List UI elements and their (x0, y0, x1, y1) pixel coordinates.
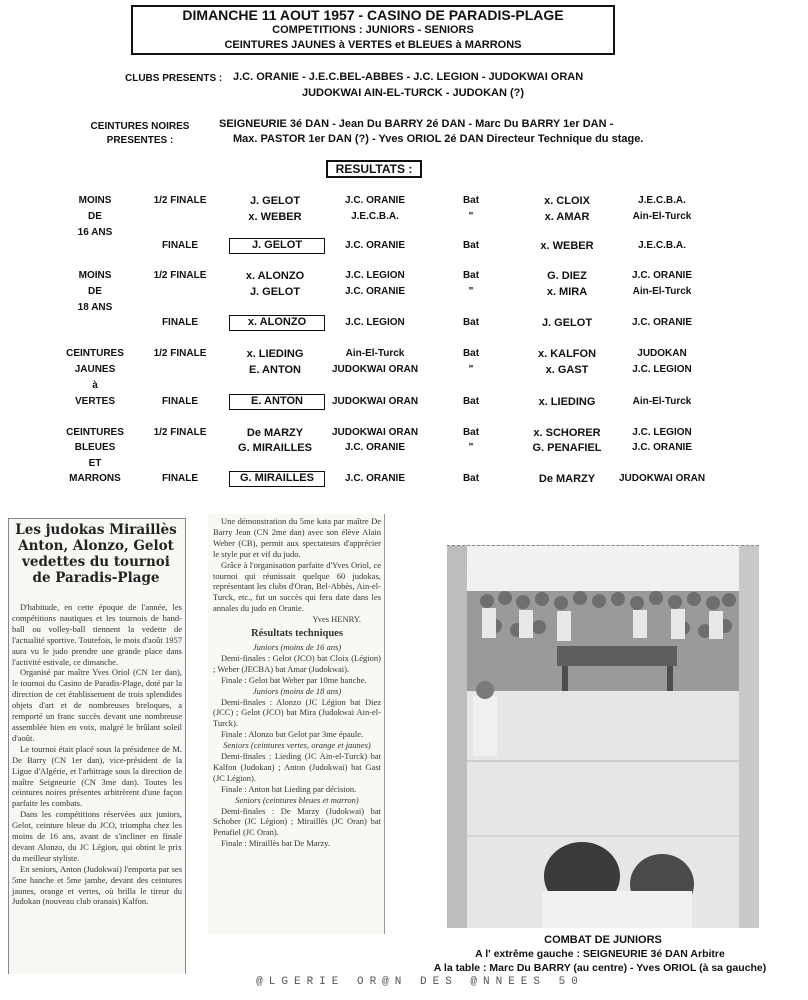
results-paragraph: Finale : Miraillès bat De Marzy. (221, 838, 330, 849)
loser-club: J.E.C.B.A. (638, 195, 686, 206)
article-paragraph: D'habitude, en cette époque de l'année, les compétitions nautiques et les tournois de hand-ball ou volley-ball tiennent la vedette de l'actualité sportive. Toutefois, le mois d'août 1957 aura vu le judo prendre une grande place dans l'activité estivale, ce dimanche. (12, 602, 182, 667)
clubs-line-2: JUDOKWAI AIN-EL-TURCK - JUDOKAN (?) (302, 87, 525, 99)
results-paragraph: Demi-finales : De Marzy (Judokwai) bat Schober (JC Légion) ; Miraillès (JC Oran) bat Penafiel (JC Oran). (213, 805, 381, 838)
results-paragraph: Finale : Gelot bat Weber par 10me hanche. (221, 674, 367, 685)
black-belts-label-line-1: CEINTURES NOIRES (90, 121, 190, 132)
bat-label: " (468, 442, 474, 453)
black-belts-line-2: Max. PASTOR 1er DAN (?) - Yves ORIOL 2é DAN Directeur Technique du stage. (233, 133, 644, 145)
header-title: DIMANCHE 11 AOUT 1957 - CASINO DE PARADIS-PLAGE (182, 7, 564, 23)
winner-club: JUDOKWAI ORAN (331, 396, 419, 407)
article-paragraph: Le tournoi était placé sous la présidence de M. De Barry (CN 1er dan), vice-président de la Ligue d'Algérie, et l'arbitrage sous la direction de maître Seigneurie (CN 3me dan). Toutes les ceintures noires présentes arbitrèrent d'une façon parfaite les combats. (12, 743, 182, 809)
winner-name: E. ANTON (229, 394, 325, 410)
winner-club: JUDOKWAI ORAN (331, 364, 419, 375)
loser-club: J.E.C.B.A. (638, 240, 686, 251)
bat-label: Bat (462, 195, 480, 206)
winner-name: G. MIRAILLES (238, 442, 312, 454)
results-paragraph: Finale : Alonzo bat Gelot par 3me épaule. (221, 729, 364, 740)
category-label: CEINTURES (66, 427, 124, 438)
winner-club: Ain-El-Turck (345, 348, 405, 359)
bat-label: Bat (462, 240, 480, 251)
winner-name: x. ALONZO (229, 315, 325, 331)
loser-club: J.C. ORANIE (631, 442, 692, 453)
round-label: FINALE (161, 473, 199, 484)
category-label: MARRONS (69, 473, 121, 484)
results-paragraph: Demi-finales : Alonzo (JC Légion bat Diez (JCC) ; Gelot (JCO) bat Mira (Judokwai Ain-el-Turck). (213, 696, 381, 729)
bat-label: Bat (462, 473, 480, 484)
header-box (131, 5, 615, 55)
loser-name: De MARZY (538, 473, 596, 485)
loser-club: J.C. LEGION (632, 427, 692, 438)
winner-club: J.C. ORANIE (344, 240, 405, 251)
loser-club: J.C. ORANIE (631, 317, 692, 328)
results-category-heading: Juniors (moins de 16 ans) (252, 641, 342, 652)
loser-name: x. LIEDING (538, 396, 596, 408)
category-label: MOINS (78, 270, 112, 281)
category-label: CEINTURES (66, 348, 124, 359)
loser-club: Ain-El-Turck (632, 211, 692, 222)
winner-club: J.C. LEGION (345, 317, 405, 328)
clubs-label: CLUBS PRESENTS : (125, 73, 223, 84)
loser-name: G. DIEZ (547, 270, 587, 282)
photo-caption-title: COMBAT DE JUNIORS (544, 934, 662, 946)
article-paragraph: En seniors, Anton (Judokwai) l'emporta par ses 5me hanche et 5me jambe, devant des ceintures jaunes, orange et vertes, où brilla le tireur du Judokan (nouveau club oranais) Kalfon. (12, 863, 182, 907)
article-paragraph: Dans les compétitions réservées aux juniors, Gelot, ceinture bleue du JCO, triompha chez les moins de 16 ans, avant de s'incliner en finale devant Alonzo, du JC Légion, qui obtint le prix du meilleur styliste. (12, 809, 182, 863)
loser-name: x. CLOIX (544, 195, 590, 207)
loser-name: x. AMAR (544, 211, 590, 223)
loser-name: x. WEBER (540, 240, 594, 252)
header-belts: CEINTURES JAUNES à VERTES et BLEUES à MARRONS (224, 39, 522, 51)
round-label: FINALE (161, 317, 199, 328)
loser-club: Ain-El-Turck (632, 396, 692, 407)
loser-club: JUDOKAN (637, 348, 687, 359)
round-label: 1/2 FINALE (153, 348, 207, 359)
loser-name: x. SCHORER (533, 427, 601, 439)
loser-name: x. MIRA (546, 286, 588, 298)
photo-caption-line-1: A l' extrême gauche : SEIGNEURIE 3é DAN Arbitre (475, 948, 725, 960)
winner-name: x. ALONZO (245, 270, 305, 282)
winner-name: J. GELOT (249, 195, 301, 207)
winner-name: x. LIEDING (246, 348, 304, 360)
article-paragraph: Organisé par maître Yves Oriol (CN 1er dan), le tournoi du Casino de Paradis-Plage, doté par la direction de cet établissement de trois splendides objets d'art et de nombreuses breloques, a remporté un franc succès devant une nombreuse assemblée bien en voix, malgré le brûlant soleil d'août. (12, 667, 182, 743)
results-paragraph: Finale : Anton bat Lieding par décision. (221, 783, 357, 794)
photo-caption-line-2: A la table : Marc Du BARRY (au centre) - Yves ORIOL (à sa gauche) (433, 962, 767, 974)
loser-club: J.C. LEGION (632, 364, 692, 375)
loser-name: x. GAST (545, 364, 589, 376)
clubs-line-1: J.C. ORANIE - J.E.C.BEL-ABBES - J.C. LEGION - JUDOKWAI ORAN (233, 71, 584, 83)
winner-name: De MARZY (246, 427, 304, 439)
bat-label: " (468, 364, 474, 375)
watermark: @LGERIE OR@N DES @NNEES 50 (256, 976, 584, 988)
loser-club: Ain-El-Turck (632, 286, 692, 297)
winner-name: E. ANTON (249, 364, 301, 376)
bat-label: " (468, 286, 474, 297)
winner-club: J.C. ORANIE (344, 286, 405, 297)
winner-club: J.C. ORANIE (344, 195, 405, 206)
photo-image (447, 546, 759, 928)
bat-label: Bat (462, 348, 480, 359)
category-label: DE (88, 286, 102, 297)
loser-name: G. PENAFIEL (532, 442, 602, 454)
results-paragraph: Demi-finales : Lieding (JC Ain-el-Turck) bat Kalfon (Judokan) ; Anton (Judokwai) bat Gast (JC Légion). (213, 751, 381, 783)
article-column-2 (213, 516, 381, 849)
winner-name: J. GELOT (229, 238, 325, 254)
category-label: à (92, 380, 98, 391)
results-category-heading: Juniors (moins de 18 ans) (252, 685, 342, 696)
results-category-heading: Seniors (ceintures vertes, orange et jaunes) (223, 740, 371, 751)
article-column-1 (12, 602, 182, 907)
photo-combat-juniors (447, 545, 759, 928)
category-label: 18 ANS (77, 302, 113, 313)
round-label: 1/2 FINALE (153, 427, 207, 438)
results-subheading: Résultats techniques (251, 628, 343, 640)
winner-club: J.C. ORANIE (344, 473, 405, 484)
article-intro (213, 516, 381, 614)
bat-label: Bat (462, 270, 480, 281)
results-paragraph: Demi-finales : Gelot (JCO) bat Cloix (Légion) ; Weber (JECBA) bat Amar (Judokwai). (213, 652, 381, 674)
round-label: FINALE (161, 240, 199, 251)
loser-club: J.C. ORANIE (631, 270, 692, 281)
winner-club: J.E.C.B.A. (351, 211, 399, 222)
round-label: 1/2 FINALE (153, 195, 207, 206)
black-belts-label-line-2: PRESENTES : (106, 135, 174, 146)
article-paragraph: Une démonstration du 5me kata par maître De Barry Jean (CN 2me dan) avec son élève Alain Weber (CB), permit aux spectateurs d'apprécier le style pur et vif du judo. (213, 516, 381, 559)
winner-club: J.C. LEGION (345, 270, 405, 281)
category-label: BLEUES (74, 442, 116, 453)
category-label: 16 ANS (77, 227, 113, 238)
round-label: FINALE (161, 396, 199, 407)
winner-club: JUDOKWAI ORAN (331, 427, 419, 438)
winner-name: x. WEBER (248, 211, 302, 223)
category-label: ET (88, 458, 102, 469)
results-title: RESULTATS : (326, 160, 422, 178)
black-belts-line-1: SEIGNEURIE 3é DAN - Jean Du BARRY 2é DAN - Marc Du BARRY 1er DAN - (219, 118, 614, 130)
black-belts-label (80, 120, 200, 148)
winner-name: G. MIRAILLES (229, 471, 325, 487)
results-category-heading: Seniors (ceintures bleues et marron) (235, 794, 359, 805)
category-label: MOINS (78, 195, 112, 206)
winner-club: J.C. ORANIE (344, 442, 405, 453)
header-competitions: COMPETITIONS : JUNIORS - SENIORS (272, 24, 474, 36)
category-label: JAUNES (74, 364, 116, 375)
category-label: VERTES (74, 396, 115, 407)
loser-club: JUDOKWAI ORAN (618, 473, 706, 484)
loser-name: x. KALFON (537, 348, 597, 360)
loser-name: J. GELOT (541, 317, 593, 329)
article-signature: Yves HENRY. (312, 614, 361, 625)
category-label: DE (88, 211, 102, 222)
article-paragraph: Grâce à l'organisation parfaite d'Yves Oriol, ce tournoi qui réunissait quelque 60 judokas, représentant les clubs d'Oran, Bel-Abbès, Ain-el-Turck, etc., fut un succès qui fera date dans les annales du judo en Oranie. (213, 559, 381, 614)
bat-label: Bat (462, 427, 480, 438)
bat-label: Bat (462, 317, 480, 328)
bat-label: " (468, 211, 474, 222)
bat-label: Bat (462, 396, 480, 407)
round-label: 1/2 FINALE (153, 270, 207, 281)
article-headline: Les judokas Miraillès Anton, Alonzo, Gelot vedettes du tournoi de Paradis-Plage (15, 522, 177, 586)
technical-results (213, 642, 381, 849)
winner-name: J. GELOT (249, 286, 301, 298)
